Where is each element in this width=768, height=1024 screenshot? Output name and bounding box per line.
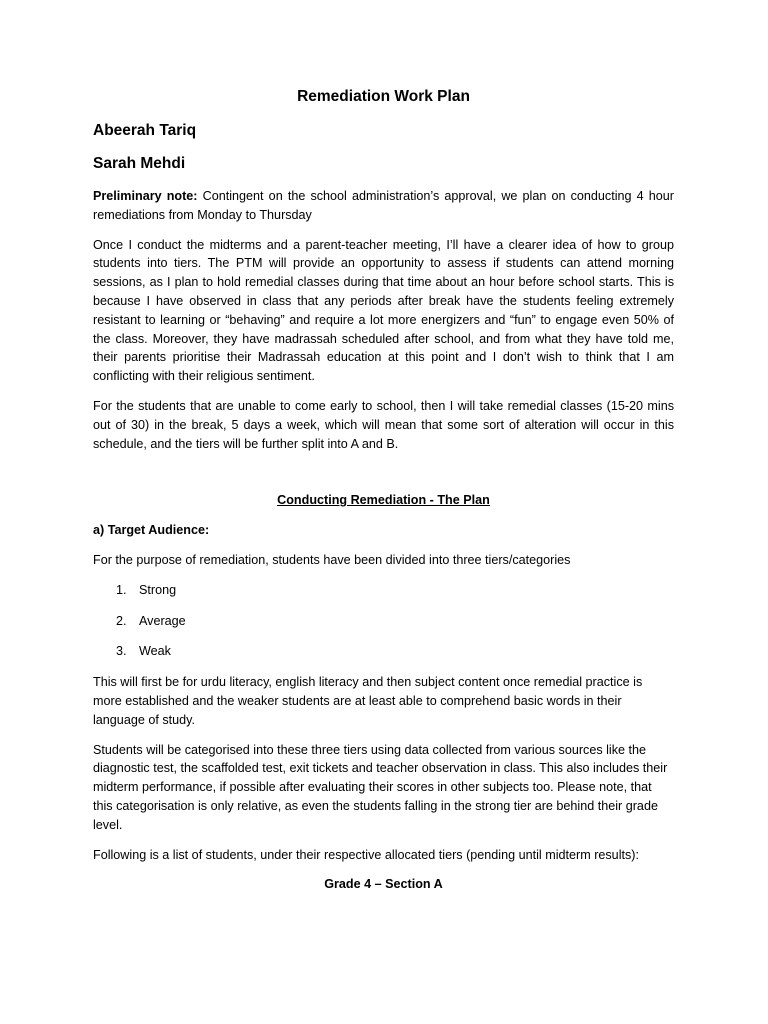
tiers-intro: For the purpose of remediation, students have been divided into three tiers/categories (93, 552, 571, 567)
section-heading: Conducting Remediation - The Plan (277, 493, 490, 508)
author-name: Sarah Mehdi (93, 155, 186, 172)
preliminary-note-label: Preliminary note: (93, 189, 198, 203)
list-item (93, 581, 674, 600)
list-item-label: Weak (139, 644, 171, 659)
body-paragraph: Once I conduct the midterms and a parent-teacher meeting, I’ll have a clearer idea of how to group students into tiers. The PTM will provide an opportunity to assess if students can attend morning sessions, as I plan to hold remedial classes during that time about an hour before school starts. This is because I have observed in class that any periods after break have the students feeling extremely resistant to learning or “behaving” and require a lot more energizers and “fun” to engage even 50% of the class. Moreover, they have madrassah scheduled after school, and from what they have told me, their parents prioritise their Madrassah education at this point and I don’t wish to think that I am conflicting with their religious sentiment. (93, 237, 674, 384)
list-number: 1. (116, 582, 127, 597)
body-paragraph: Students will be categorised into these three tiers using data collected from various sources like the diagnostic test, the scaffolded test, exit tickets and teacher observation in class. This also includes their midterm performance, if possible after evaluating their scores in other subjects too. Please note, that this categorisation is only relative, as even the students falling in the strong tier are behind their grade level. (93, 742, 668, 832)
body-paragraph: This will first be for urdu literacy, english literacy and then subject content once remedial practice is more established and the weaker students are at least able to comprehend basic words in their language of study. (93, 675, 643, 727)
tier-list (93, 581, 674, 661)
body-paragraph: Following is a list of students, under their respective allocated tiers (pending until midterm results): (93, 847, 639, 862)
list-item (93, 612, 674, 631)
author-name: Abeerah Tariq (93, 122, 197, 139)
body-paragraph: For the students that are unable to come early to school, then I will take remedial classes (15-20 mins out of 30) in the break, 5 days a week, which will mean that some sort of alteration will occur in this schedule, and the tiers will be further split into A and B. (93, 398, 674, 451)
list-item-label: Strong (139, 582, 177, 597)
list-item (93, 642, 674, 661)
preliminary-note-text: Contingent on the school administration’s approval, we plan on conducting 4 hour remediations from Monday to Thursday (93, 189, 674, 222)
list-number: 2. (116, 613, 127, 628)
list-number: 3. (116, 644, 127, 659)
preliminary-note (93, 187, 674, 225)
list-item-label: Average (139, 613, 186, 628)
target-audience-heading: a) Target Audience: (93, 523, 210, 538)
grade-heading: Grade 4 – Section A (324, 877, 443, 892)
document-title: Remediation Work Plan (297, 88, 470, 105)
